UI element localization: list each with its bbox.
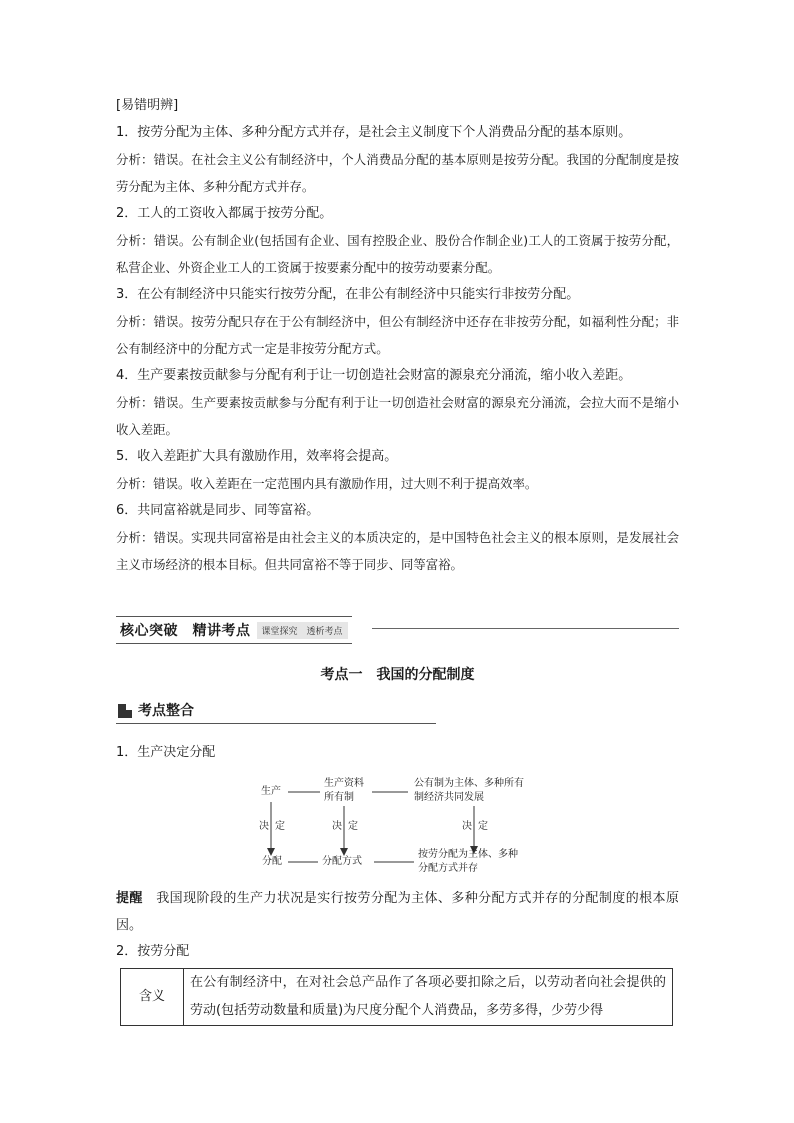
subhead-title: 考点整合 [138, 703, 194, 719]
mistake-analysis: 分析：错误。在社会主义公有制经济中，个人消费品分配的基本原则是按劳分配。我国的分配制度是按劳分配为主体、多种分配方式并存。 [116, 152, 679, 194]
mistake-item-3 [116, 281, 679, 362]
label-decide: 定 [348, 821, 358, 832]
point1-title: 1．生产决定分配 [116, 745, 216, 760]
table-key: 含义 [121, 969, 184, 1026]
node-distribution-system-2: 分配方式并存 [418, 863, 478, 874]
tip-keyword: 提醒 [116, 891, 143, 906]
table-value: 在公有制经济中，在对社会总产品作了各项必要扣除之后，以劳动者向社会提供的劳动(包括劳动数量和质量)为尺度分配个人消费品，多劳多得，少劳少得 [184, 969, 673, 1026]
square-bullet-notch [126, 704, 132, 710]
node-ownership: 所有制 [324, 792, 354, 803]
mistake-statement: 6．共同富裕就是同步、同等富裕。 [116, 503, 320, 518]
mistake-statement: 3．在公有制经济中只能实行按劳分配，在非公有制经济中只能实行非按劳分配。 [116, 287, 580, 302]
mistake-analysis: 分析：错误。实现共同富裕是由社会主义的本质决定的，是中国特色社会主义的根本原则，是发展社会主义市场经济的根本目标。但共同富裕不等于同步、同等富裕。 [116, 530, 679, 572]
mistake-item-4 [116, 362, 679, 443]
mistake-item-5 [116, 443, 679, 497]
mistakes-heading: [易错明辨] [116, 98, 179, 113]
node-distribution: 分配 [262, 856, 282, 867]
mistake-item-2 [116, 200, 679, 281]
label-decide: 定 [478, 821, 488, 832]
mistake-analysis: 分析：错误。生产要素按贡献参与分配有利于让一切创造社会财富的源泉充分涌流，会拉大而不是缩小收入差距。 [116, 395, 679, 437]
definition-table [120, 968, 673, 1026]
mistake-statement: 2．工人的工资收入都属于按劳分配。 [116, 206, 333, 221]
node-ownership-system: 公有制为主体、多种所有 [414, 778, 524, 789]
mistakes-section [116, 92, 679, 578]
banner-box [116, 616, 352, 644]
subhead [116, 700, 436, 724]
mistake-statement: 4．生产要素按贡献参与分配有利于让一切创造社会财富的源泉充分涌流，缩小收入差距。 [116, 368, 632, 383]
mistake-statement: 5．收入差距扩大具有激励作用，效率将会提高。 [116, 449, 398, 464]
label-decide: 决 [332, 821, 342, 832]
label-decide: 定 [275, 821, 285, 832]
node-production: 生产 [261, 786, 281, 797]
section-title: 考点一 我国的分配制度 [320, 667, 475, 683]
node-distribution-system: 按劳分配为主体、多种 [418, 849, 518, 860]
banner-title: 核心突破 精讲考点 [120, 623, 251, 639]
mistake-analysis: 分析：错误。公有制企业(包括国有企业、国有控股企业、股份合作制企业)工人的工资属于按劳分配，私营企业、外资企业工人的工资属于按要素分配中的按劳动要素分配。 [116, 233, 679, 275]
tip-paragraph [116, 885, 679, 939]
point2-title: 2．按劳分配 [116, 944, 190, 959]
diagram-lines [116, 770, 679, 880]
table-row [121, 969, 673, 1026]
subhead-rule [116, 723, 436, 724]
mistake-statement: 1．按劳分配为主体、多种分配方式并存，是社会主义制度下个人消费品分配的基本原则。 [116, 125, 632, 140]
production-distribution-diagram [116, 770, 679, 880]
mistake-analysis: 分析：错误。收入差距在一定范围内具有激励作用，过大则不利于提高效率。 [116, 476, 538, 491]
tip-text: 我国现阶段的生产力状况是实行按劳分配为主体、多种分配方式并存的分配制度的根本原因。 [116, 891, 679, 933]
section-banner [116, 616, 679, 642]
mistake-item-1 [116, 119, 679, 200]
banner-subtitle: 课堂探究 透析考点 [257, 622, 348, 639]
label-decide: 决 [259, 821, 269, 832]
mistake-item-6 [116, 497, 679, 578]
node-ownership-system-2: 制经济共同发展 [414, 792, 484, 803]
mistake-analysis: 分析：错误。按劳分配只存在于公有制经济中，但公有制经济中还存在非按劳分配，如福利性分配；非公有制经济中的分配方式一定是非按劳分配方式。 [116, 314, 679, 356]
label-decide: 决 [462, 821, 472, 832]
node-distribution-mode: 分配方式 [322, 856, 362, 867]
banner-rule [372, 628, 679, 629]
node-means-of-production: 生产资料 [324, 778, 364, 789]
